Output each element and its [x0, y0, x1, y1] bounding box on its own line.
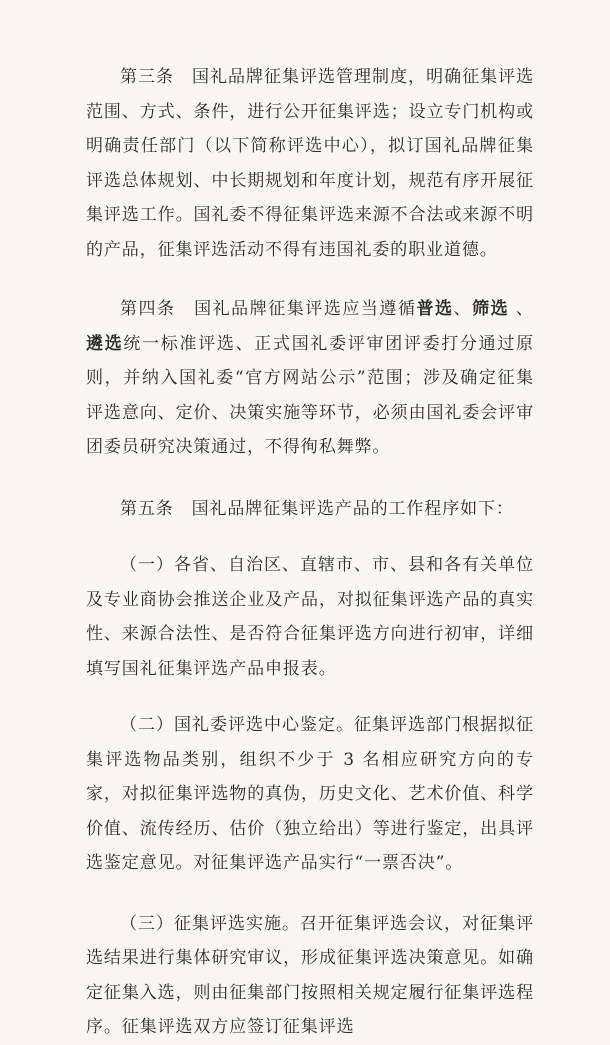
article-4-term-screening: 筛选 [472, 299, 510, 319]
article-4-term-general-selection: 普选 [416, 299, 454, 319]
article-4-separator-2: 、 [509, 299, 534, 319]
article-4-text-start: 第四条 国礼品牌征集评选应当遵循 [120, 299, 417, 319]
document-body [86, 60, 534, 1045]
article-5-paragraph: 第五条 国礼品牌征集评选产品的工作程序如下： [120, 498, 514, 519]
article-4-text-end: 统一标准评选、正式国礼委评审团评委打分通过原则，并纳入国礼委“官方网站公示”范围；涉及确定征集评选意向、定价、决策实施等环节，必须由国礼委会评审团委员研究决策通过，不得徇私舞弊。 [86, 333, 534, 457]
article-3-paragraph: 第三条 国礼品牌征集评选管理制度，明确征集评选范围、方式、条件，进行公开征集评选；设立专门机构或明确责任部门（以下简称评选中心），拟订国礼品牌征集评选总体规划、中长期规划和年度计划，规范有序开展征集评选工作。国礼委不得征集评选来源不合法或来源不明的产品，征集评选活动不得有违国礼委的职业道德。 [86, 67, 534, 260]
procedure-step-2: （二）国礼委评选中心鉴定。征集评选部门根据拟征集评选物品类别，组织不少于 3 名相应研究方向的专家，对拟征集评选物的真伪，历史文化、艺术价值、科学价值、流传经历、估价（独立给出）等进行鉴定，出具评选鉴定意见。对征集评选产品实行“一票否决”。 [86, 715, 534, 873]
procedure-step-1: （一）各省、自治区、直辖市、市、县和各有关单位及专业商协会推送企业及产品，对拟征集评选产品的真实性、来源合法性、是否符合征集评选方向进行初审，详细填写国礼征集评选产品申报表。 [86, 555, 534, 679]
article-4-paragraph [86, 292, 534, 465]
article-4-separator-1: 、 [453, 299, 473, 319]
procedure-step-3: （三）征集评选实施。召开征集评选会议，对征集评选结果进行集体研究审议，形成征集评选决策意见。如确定征集入选，则由征集部门按照相关规定履行征集评选程序。征集评选双方应签订征集评选 [86, 913, 534, 1037]
article-4-term-final-selection: 遴选 [86, 333, 124, 354]
